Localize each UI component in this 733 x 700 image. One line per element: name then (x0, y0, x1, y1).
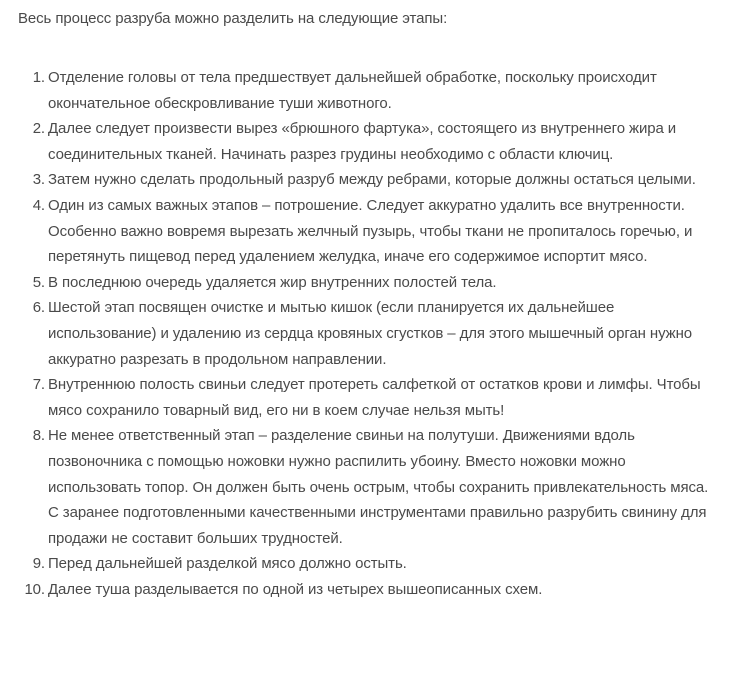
step-number: 10. (24, 580, 45, 598)
list-item (18, 116, 721, 167)
step-number: 1. (32, 69, 45, 86)
list-item (18, 193, 721, 270)
intro-paragraph: Весь процесс разруба можно разделить на следующие этапы: (18, 10, 448, 27)
list-item (18, 577, 721, 603)
step-number: 5. (32, 273, 45, 291)
step-text: Внутреннюю полость свиньи следует протереть салфеткой от остатков крови и лимфы. Чтобы мясо сохранило товарный вид, его ни в коем случае нельзя мыть! (48, 376, 701, 419)
step-number: 2. (32, 120, 45, 138)
step-text: Затем нужно сделать продольный разруб между ребрами, которые должны остаться целыми. (48, 171, 696, 189)
step-text: Отделение головы от тела предшествует дальнейшей обработке, поскольку происходит окончательное обескровливание туши животного. (48, 69, 657, 112)
step-number: 4. (32, 196, 45, 214)
step-text: Перед дальнейшей разделкой мясо должно остыть. (48, 555, 407, 573)
list-item (18, 295, 721, 372)
step-text: Один из самых важных этапов – потрошение. Следует аккуратно удалить все внутренности. Особенно важно вовремя вырезать желчный пузырь, чтобы ткани не пропиталось горечью, и перетянуть пищевод перед удалением желудка, иначе его содержимое испортит мясо. (48, 196, 693, 266)
list-item (18, 551, 721, 577)
list-item (18, 167, 721, 193)
step-text: Далее туша разделывается по одной из четырех вышеописанных схем. (48, 580, 543, 598)
list-item (18, 65, 721, 116)
step-text: Шестой этап посвящен очистке и мытью кишок (если планируется их дальнейшее использование) и удалению из сердца кровяных сгустков – для этого мышечный орган нужно аккуратно разрезать в продольном направлении. (48, 299, 693, 368)
step-number: 6. (32, 299, 45, 317)
step-text: Далее следует произвести вырез «брюшного фартука», состоящего из внутреннего жира и соединительных тканей. Начинать разрез грудины необходимо с области ключиц. (48, 120, 677, 163)
step-number: 8. (32, 427, 45, 445)
list-item (18, 372, 721, 423)
step-number: 3. (32, 171, 45, 189)
steps-list (18, 65, 721, 602)
list-item (18, 270, 721, 296)
step-number: 7. (32, 376, 45, 394)
step-number: 9. (32, 555, 45, 573)
step-text: В последнюю очередь удаляется жир внутренних полостей тела. (48, 273, 497, 291)
step-text: Не менее ответственный этап – разделение свиньи на полутуши. Движениями вдоль позвоночника с помощью ножовки нужно распилить убоину. Вместо ножовки можно использовать топор. Он должен быть очень острым, чтобы сохранить привлекательность мяса. С заранее подготовленными качественными инструментами правильно разрубить свинину для продажи не составит больших трудностей. (48, 427, 709, 547)
list-item (18, 423, 721, 551)
